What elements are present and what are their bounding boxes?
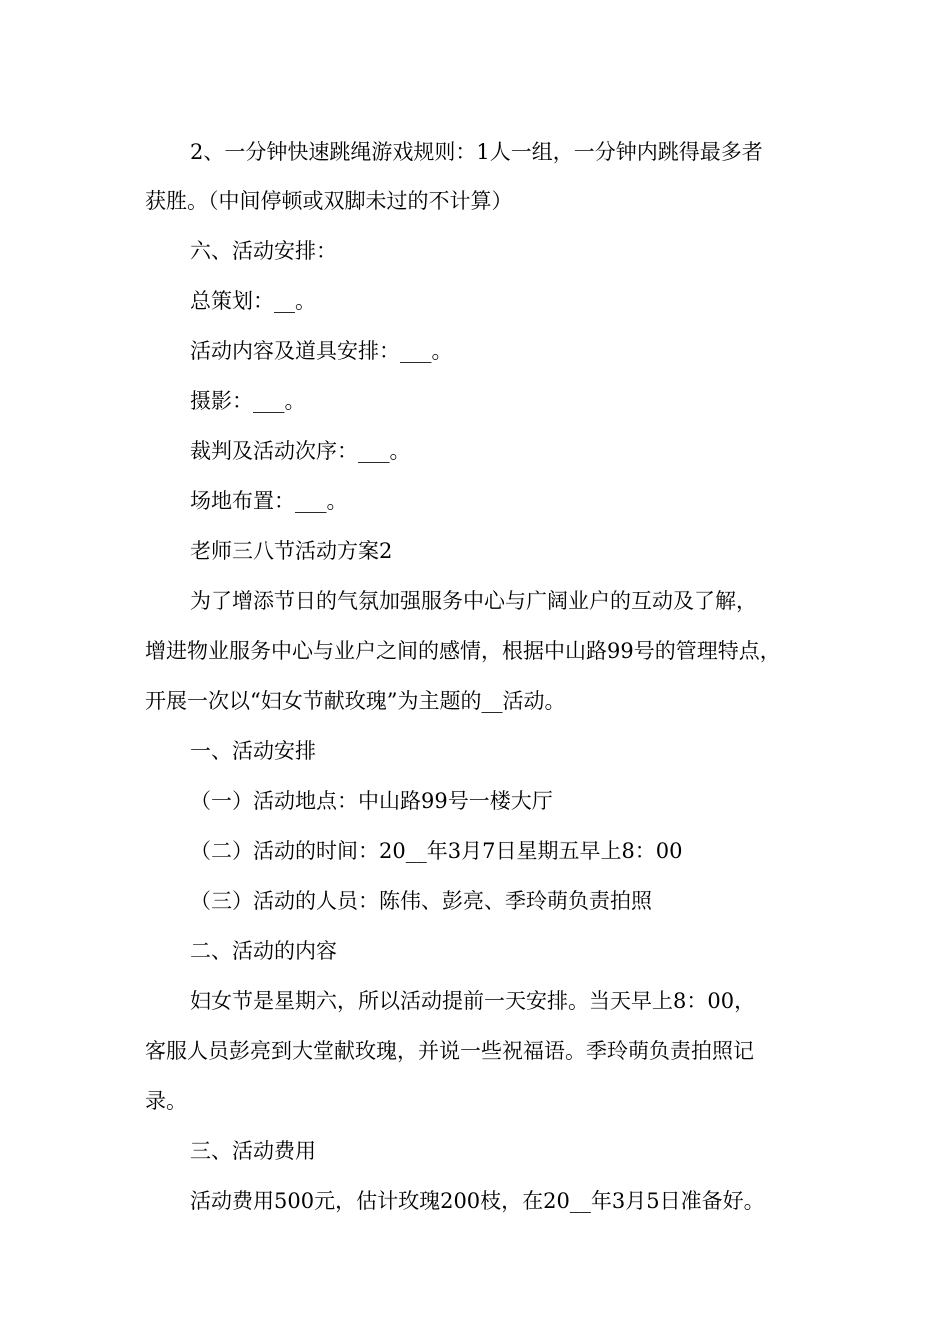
- paragraph-content-cont-2: 录。: [145, 1089, 187, 1113]
- paragraph-content-cont-1: 客服人员彭亮到大堂献玫瑰，并说一些祝福语。季玲萌负责拍照记: [145, 1039, 754, 1063]
- item-time: （二）活动的时间：20__年3月7日星期五早上8：00: [190, 839, 683, 863]
- paragraph-intro-cont-1: 增进物业服务中心与业户之间的感情，根据中山路99号的管理特点，: [145, 639, 781, 663]
- item-chief-planner: 总策划：__。: [190, 289, 316, 313]
- section-heading-cost: 三、活动费用: [190, 1139, 316, 1163]
- document-title-plan-2: 老师三八节活动方案2: [190, 539, 393, 563]
- paragraph-intro-cont-2: 开展一次以“妇女节献玫瑰”为主题的__活动。: [145, 689, 566, 713]
- section-heading-activity-arrangement: 六、活动安排：: [190, 239, 337, 263]
- paragraph-rope-skipping-rule: 2、一分钟快速跳绳游戏规则：1人一组，一分钟内跳得最多者: [190, 140, 763, 164]
- section-heading-content: 二、活动的内容: [190, 939, 337, 963]
- section-heading-arrangement: 一、活动安排: [190, 739, 316, 763]
- item-photography: 摄影：___。: [190, 389, 306, 413]
- item-referee-order: 裁判及活动次序：___。: [190, 439, 411, 463]
- paragraph-content: 妇女节是星期六，所以活动提前一天安排。当天早上8：00，: [190, 989, 756, 1013]
- item-location: （一）活动地点：中山路99号一楼大厅: [190, 789, 553, 813]
- item-content-props: 活动内容及道具安排：___。: [190, 339, 453, 363]
- paragraph-intro: 为了增添节日的气氛加强服务中心与广阔业户的互动及了解，: [190, 589, 757, 613]
- paragraph-cost: 活动费用500元，估计玫瑰200枝，在20__年3月5日准备好。: [190, 1189, 765, 1213]
- paragraph-rope-skipping-rule-cont: 获胜。（中间停顿或双脚未过的不计算）: [145, 189, 513, 213]
- item-staff: （三）活动的人员：陈伟、彭亮、季玲萌负责拍照: [190, 889, 652, 913]
- item-venue-setup: 场地布置：___。: [190, 489, 348, 513]
